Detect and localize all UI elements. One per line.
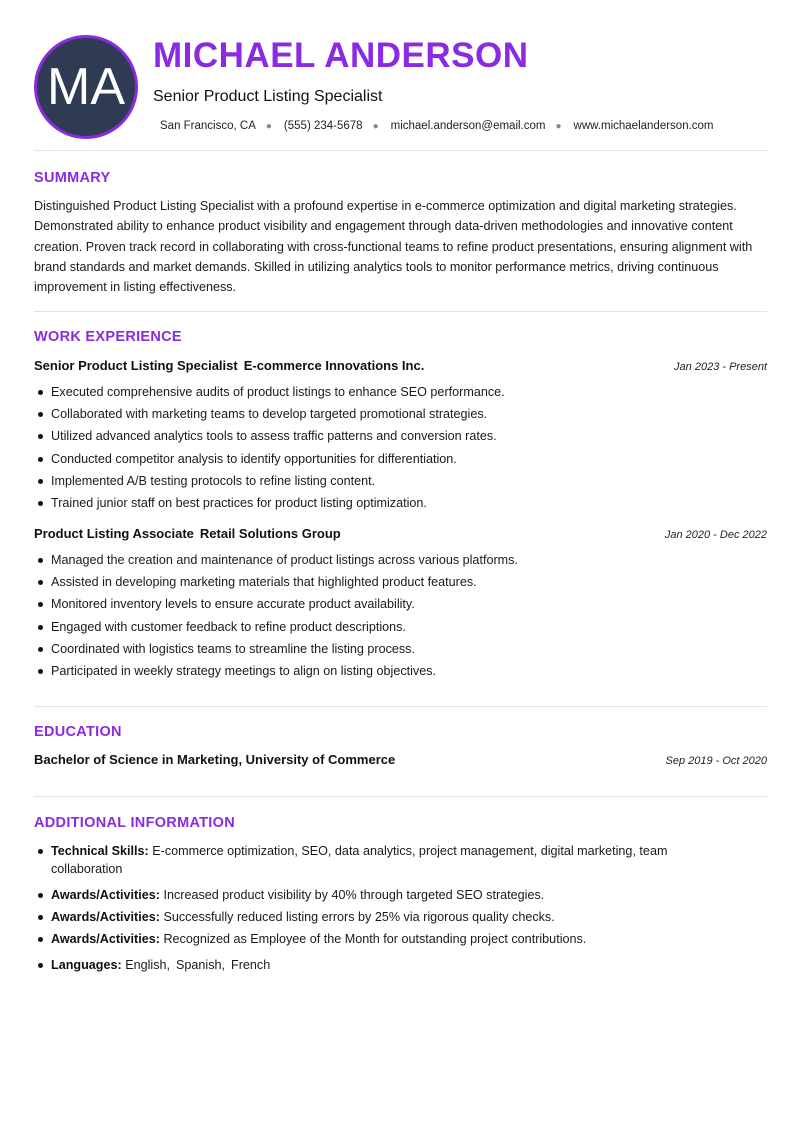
contact-email[interactable]: michael.anderson@email.com [390, 120, 546, 132]
list-item [34, 886, 734, 904]
list-item: Engaged with customer feedback to refine product descriptions. [34, 616, 767, 638]
list-item [34, 956, 734, 974]
list-item: Participated in weekly strategy meetings to align on listing objectives. [34, 660, 767, 682]
list-item: Conducted competitor analysis to identify opportunities for differentiation. [34, 448, 767, 470]
list-item: Trained junior staff on best practices for product listing optimization. [34, 492, 767, 514]
job-bullet-list [34, 549, 767, 682]
job-role: Product Listing Associate [34, 526, 194, 541]
avatar-initials: MA [47, 58, 125, 116]
divider [34, 311, 767, 312]
education-dates: Sep 2019 - Oct 2020 [665, 755, 767, 767]
contact-location: San Francisco, CA [160, 120, 256, 132]
list-item: Coordinated with logistics teams to streamline the listing process. [34, 638, 767, 660]
candidate-title: Senior Product Listing Specialist [153, 88, 383, 105]
job-role: Senior Product Listing Specialist [34, 358, 238, 373]
job-company: Retail Solutions Group [199, 526, 341, 541]
list-item: Managed the creation and maintenance of product listings across various platforms. [34, 549, 767, 571]
summary-heading: SUMMARY [34, 170, 111, 186]
job-company: E-commerce Innovations Inc. [243, 358, 425, 373]
list-item: Collaborated with marketing teams to develop targeted promotional strategies. [34, 403, 767, 425]
languages-label: Languages: [51, 958, 122, 972]
additional-info-heading: ADDITIONAL INFORMATION [34, 815, 235, 831]
dot-separator-icon: ● [265, 120, 272, 132]
item-text: Successfully reduced listing errors by 25% via rigorous quality checks. [163, 910, 555, 924]
dot-separator-icon: ● [555, 120, 562, 132]
avatar [34, 35, 138, 139]
list-item: Assisted in developing marketing materials that highlighted product features. [34, 571, 767, 593]
list-item: Implemented A/B testing protocols to refine listing content. [34, 470, 767, 492]
summary-text: Distinguished Product Listing Specialist with a profound expertise in e-commerce optimization and digital marketing strategies. Demonstrated ability to enhance product visibility and engagement through data-driven methodologies and innovative content creation. Proven track record in collaborating with cross-functional teams to refine product presentations, ensuring alignment with brand standards and market demands. Skilled in utilizing analytics tools to monitor performance metrics, driving continuous improvement in listing effectiveness. [34, 199, 753, 295]
job-header [34, 358, 767, 373]
list-item [34, 930, 734, 948]
list-item: Executed comprehensive audits of product listings to enhance SEO performance. [34, 381, 767, 403]
list-item: Utilized advanced analytics tools to assess traffic patterns and conversion rates. [34, 425, 767, 447]
item-label: Awards/Activities: [51, 932, 160, 946]
divider [34, 706, 767, 707]
candidate-name: MICHAEL ANDERSON [153, 36, 529, 75]
language-item: French [231, 958, 271, 972]
job-title-company [34, 526, 341, 541]
divider [34, 150, 767, 151]
contact-phone: (555) 234-5678 [283, 120, 363, 132]
item-label: Technical Skills: [51, 844, 149, 858]
language-item: English, [125, 958, 170, 972]
job-bullet-list [34, 381, 767, 514]
item-text: Increased product visibility by 40% through targeted SEO strategies. [163, 888, 545, 902]
language-item: Spanish, [176, 958, 226, 972]
list-item [34, 842, 734, 878]
additional-info-list [34, 842, 734, 974]
contact-website[interactable]: www.michaelanderson.com [573, 120, 714, 132]
list-item: Monitored inventory levels to ensure accurate product availability. [34, 593, 767, 615]
job-dates: Jan 2023 - Present [674, 361, 767, 373]
item-label: Awards/Activities: [51, 888, 160, 902]
education-entry [34, 752, 767, 767]
education-heading: EDUCATION [34, 724, 122, 740]
list-item [34, 908, 734, 926]
item-text: Recognized as Employee of the Month for outstanding project contributions. [163, 932, 587, 946]
divider [34, 796, 767, 797]
contact-bar [160, 120, 714, 132]
education-degree: Bachelor of Science in Marketing, University of Commerce [34, 752, 396, 767]
work-experience-heading: WORK EXPERIENCE [34, 329, 182, 345]
item-text: E-commerce optimization, SEO, data analytics, project management, digital marketing, team collaboration [51, 844, 668, 876]
dot-separator-icon: ● [372, 120, 379, 132]
job-title-company [34, 358, 424, 373]
job-dates: Jan 2020 - Dec 2022 [664, 529, 767, 541]
item-label: Awards/Activities: [51, 910, 160, 924]
job-header [34, 526, 767, 541]
